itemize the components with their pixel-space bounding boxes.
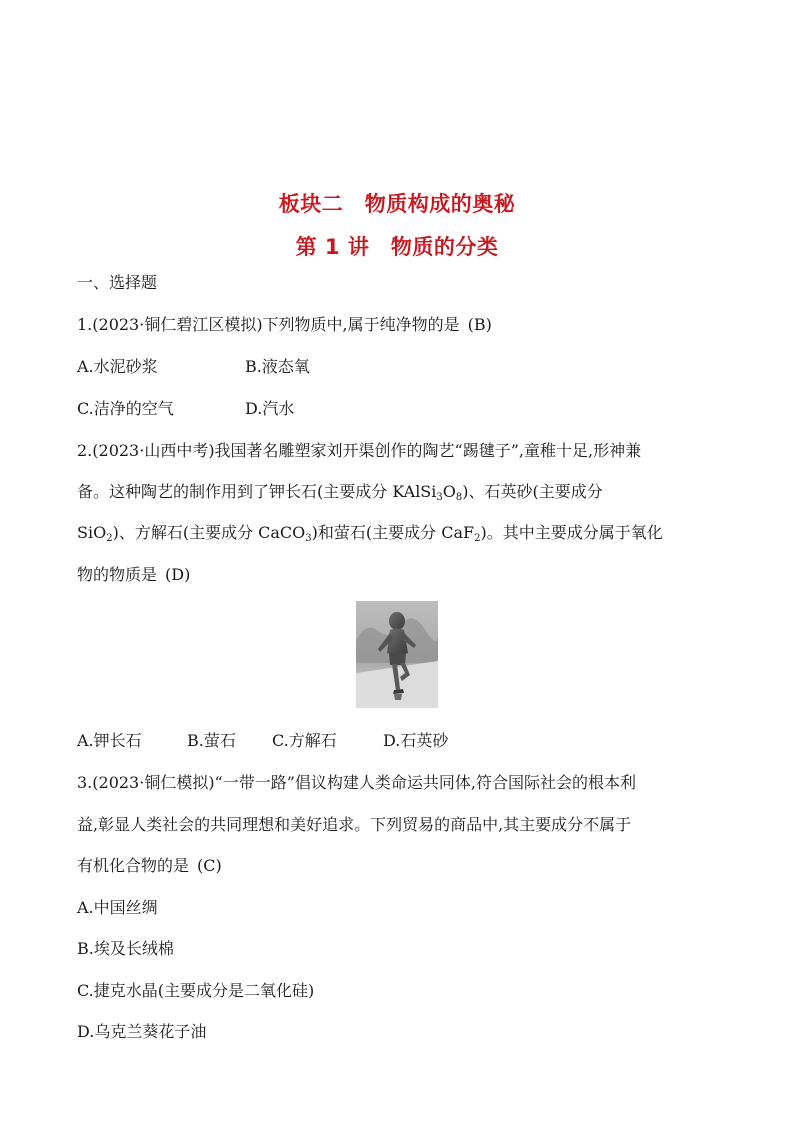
question-2-stem-line2	[77, 482, 603, 502]
question-2-text-3c: )和萤石(主要成分 CaF	[311, 523, 475, 542]
question-2-text-2c: )、石英砂(主要成分	[462, 482, 603, 501]
subscript: 2	[106, 533, 113, 544]
question-2-stem-line1: 2.(2023·山西中考)我国著名雕塑家刘开渠创作的陶艺“踢毽子”,童稚十足,形神兼	[77, 441, 642, 460]
question-1-option-c: C.洁净的空气	[77, 399, 174, 418]
question-1-option-b: B.液态氧	[245, 357, 310, 376]
subscript: 3	[436, 492, 443, 503]
question-2-option-a: A.钾长石	[77, 731, 142, 750]
question-2-options	[77, 731, 448, 751]
question-2-answer: (D)	[165, 565, 191, 584]
question-3-answer: (C)	[197, 856, 222, 875]
question-2-stem-line4	[77, 565, 190, 585]
page-subtitle: 第 1 讲 物质的分类	[295, 235, 499, 259]
question-1-options-row2	[77, 399, 294, 419]
page-title: 板块二 物质构成的奥秘	[278, 192, 516, 216]
subscript: 8	[455, 492, 463, 503]
question-2-text-2b: O	[442, 482, 456, 501]
question-1-option-a: A.水泥砂浆	[77, 357, 158, 376]
question-2-text-3a: SiO	[77, 523, 107, 542]
sculpture-illustration	[356, 601, 438, 708]
question-3-text-3: 有机化合物的是	[77, 856, 190, 875]
question-2-option-d: D.石英砂	[383, 731, 449, 750]
question-2-text-3d: )。其中主要成分属于氧化	[480, 523, 663, 542]
question-3-option-d: D.乌克兰葵花子油	[77, 1022, 207, 1041]
question-2-stem-line3	[77, 523, 663, 543]
subscript: 3	[305, 533, 312, 544]
section-label: 一、选择题	[77, 273, 158, 292]
question-1-options-row1	[77, 357, 310, 377]
question-3-option-a: A.中国丝绸	[77, 898, 158, 917]
question-3-stem-line1: 3.(2023·铜仁模拟)“一带一路”倡议构建人类命运共同体,符合国际社会的根本利	[77, 773, 637, 792]
question-3-option-c: C.捷克水晶(主要成分是二氧化硅)	[77, 981, 315, 1000]
subscript: 2	[474, 533, 481, 544]
question-1-option-d: D.汽水	[245, 399, 295, 418]
question-2-option-c: C.方解石	[272, 731, 337, 750]
question-2-text-2a: 备。这种陶艺的制作用到了钾长石(主要成分 KAlSi	[77, 482, 437, 501]
question-3-option-b: B.埃及长绒棉	[77, 939, 174, 958]
question-2-text-4: 物的物质是	[77, 565, 158, 584]
sculpture-photo	[356, 601, 438, 708]
question-1-text: 1.(2023·铜仁碧江区模拟)下列物质中,属于纯净物的是	[77, 315, 460, 334]
question-1-answer: (B)	[467, 315, 492, 334]
question-2-option-b: B.萤石	[187, 731, 236, 750]
question-3-stem-line3	[77, 856, 222, 876]
question-3-stem-line2: 益,彰显人类社会的共同理想和美好追求。下列贸易的商品中,其主要成分不属于	[77, 815, 632, 834]
question-2-text-3b: )、方解石(主要成分 CaCO	[112, 523, 306, 542]
question-1-stem	[77, 315, 492, 335]
